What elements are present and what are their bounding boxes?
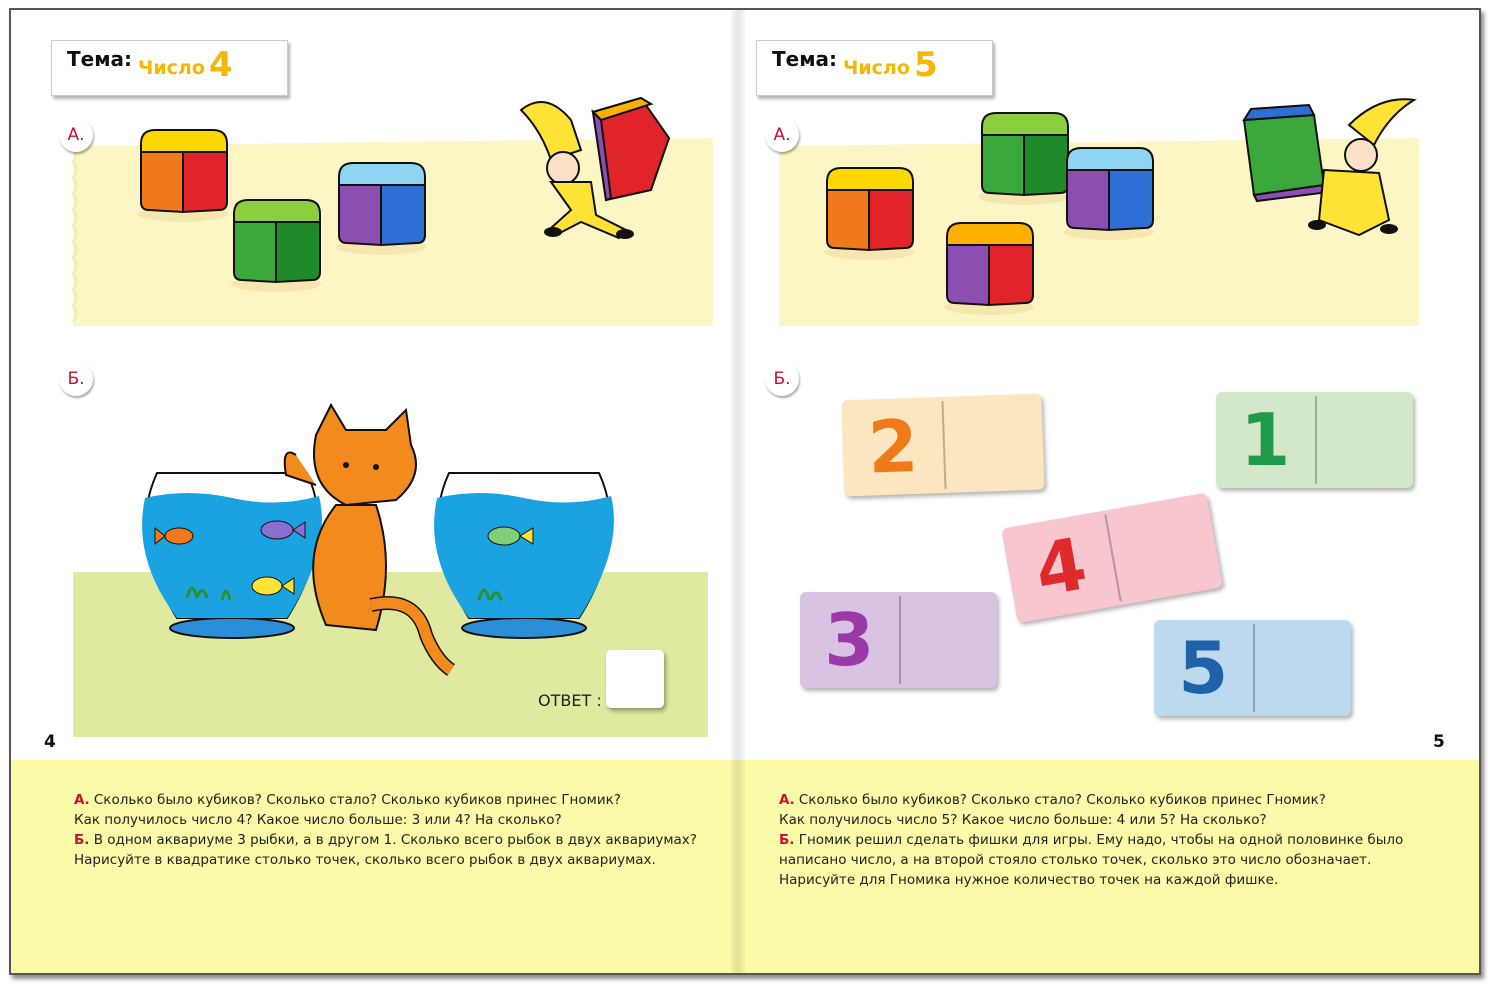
instruction-text: В одном аквариуме 3 рыбки, а в другом 1. Сколько всего рыбок в двух аквариумах? bbox=[89, 832, 697, 848]
tile-dots-half[interactable] bbox=[1315, 392, 1414, 488]
book-gutter bbox=[731, 10, 745, 973]
tile-divider bbox=[899, 596, 901, 684]
domino-tile-2[interactable] bbox=[841, 394, 1044, 497]
topic-label: Тема: bbox=[772, 47, 838, 71]
tile-digit: 3 bbox=[824, 598, 875, 682]
topic-word: Число bbox=[138, 57, 205, 79]
tile-digit: 4 bbox=[1028, 521, 1093, 613]
cube-yellow-red bbox=[819, 160, 919, 260]
mark-b: Б. bbox=[779, 832, 795, 848]
tile-divider bbox=[1315, 396, 1317, 484]
topic-word: Число bbox=[843, 57, 910, 79]
section-b-badge: Б. bbox=[59, 362, 93, 396]
answer-box[interactable] bbox=[606, 650, 664, 708]
tile-digit: 1 bbox=[1240, 398, 1291, 482]
topic-header-left bbox=[51, 40, 288, 96]
topic-label: Тема: bbox=[67, 47, 133, 71]
section-a-badge: А. bbox=[59, 118, 93, 152]
book-spread bbox=[9, 8, 1481, 975]
instruction-text: Сколько было кубиков? Сколько стало? Сколько кубиков принес Гномик? bbox=[89, 792, 621, 808]
instructions-left bbox=[74, 790, 724, 870]
tile-digit: 2 bbox=[866, 403, 920, 490]
domino-tile-1[interactable] bbox=[1216, 392, 1413, 488]
cube-orange-red bbox=[133, 122, 233, 222]
tile-dots-half[interactable] bbox=[941, 394, 1044, 493]
mark-a: А. bbox=[779, 792, 795, 808]
mark-a: А. bbox=[74, 792, 90, 808]
gnome-carrying-cube bbox=[501, 90, 681, 240]
section-b-badge: Б. bbox=[765, 362, 799, 396]
cube-green bbox=[226, 192, 326, 292]
tile-digit: 5 bbox=[1178, 626, 1229, 710]
instruction-text: Как получилось число 4? Какое число больше: 3 или 4? На сколько? bbox=[74, 812, 562, 828]
answer-label: ОТВЕТ : bbox=[538, 691, 602, 710]
topic-header-right bbox=[756, 40, 993, 96]
gnome-carrying-cube bbox=[1239, 95, 1429, 240]
domino-tile-3[interactable] bbox=[800, 592, 997, 688]
instruction-text: Как получилось число 5? Какое число больше: 4 или 5? На сколько? bbox=[779, 812, 1267, 828]
tile-divider bbox=[1253, 624, 1255, 712]
domino-tile-4[interactable] bbox=[1001, 493, 1223, 624]
cube-blue-right bbox=[1059, 140, 1159, 240]
aquarium-right bbox=[429, 468, 619, 638]
section-a-badge: А. bbox=[765, 118, 799, 152]
domino-tile-5[interactable] bbox=[1154, 620, 1351, 716]
tile-dots-half[interactable] bbox=[1253, 620, 1352, 716]
instruction-text: Сколько было кубиков? Сколько стало? Сколько кубиков принес Гномик? bbox=[794, 792, 1326, 808]
page-number-left: 4 bbox=[44, 732, 56, 752]
instruction-text: Гномик решил сделать фишки для игры. Ему надо, чтобы на одной половинке было bbox=[794, 832, 1404, 848]
mark-b: Б. bbox=[74, 832, 90, 848]
cube-blue-purple bbox=[331, 155, 431, 255]
topic-number: 4 bbox=[209, 45, 233, 85]
instruction-text: написано число, а на второй стояло столько точек, сколько это число обозначает. bbox=[779, 852, 1372, 868]
cube-orange-purple bbox=[939, 215, 1039, 315]
instructions-right bbox=[779, 790, 1459, 890]
instruction-text: Нарисуйте в квадратике столько точек, сколько всего рыбок в двух аквариумах. bbox=[74, 852, 656, 868]
topic-number: 5 bbox=[914, 45, 938, 85]
page-number-right: 5 bbox=[1433, 732, 1445, 752]
tile-dots-half[interactable] bbox=[1104, 493, 1223, 606]
tile-dots-half[interactable] bbox=[899, 592, 998, 688]
instruction-text: Нарисуйте для Гномика нужное количество точек на каждой фишке. bbox=[779, 872, 1279, 888]
